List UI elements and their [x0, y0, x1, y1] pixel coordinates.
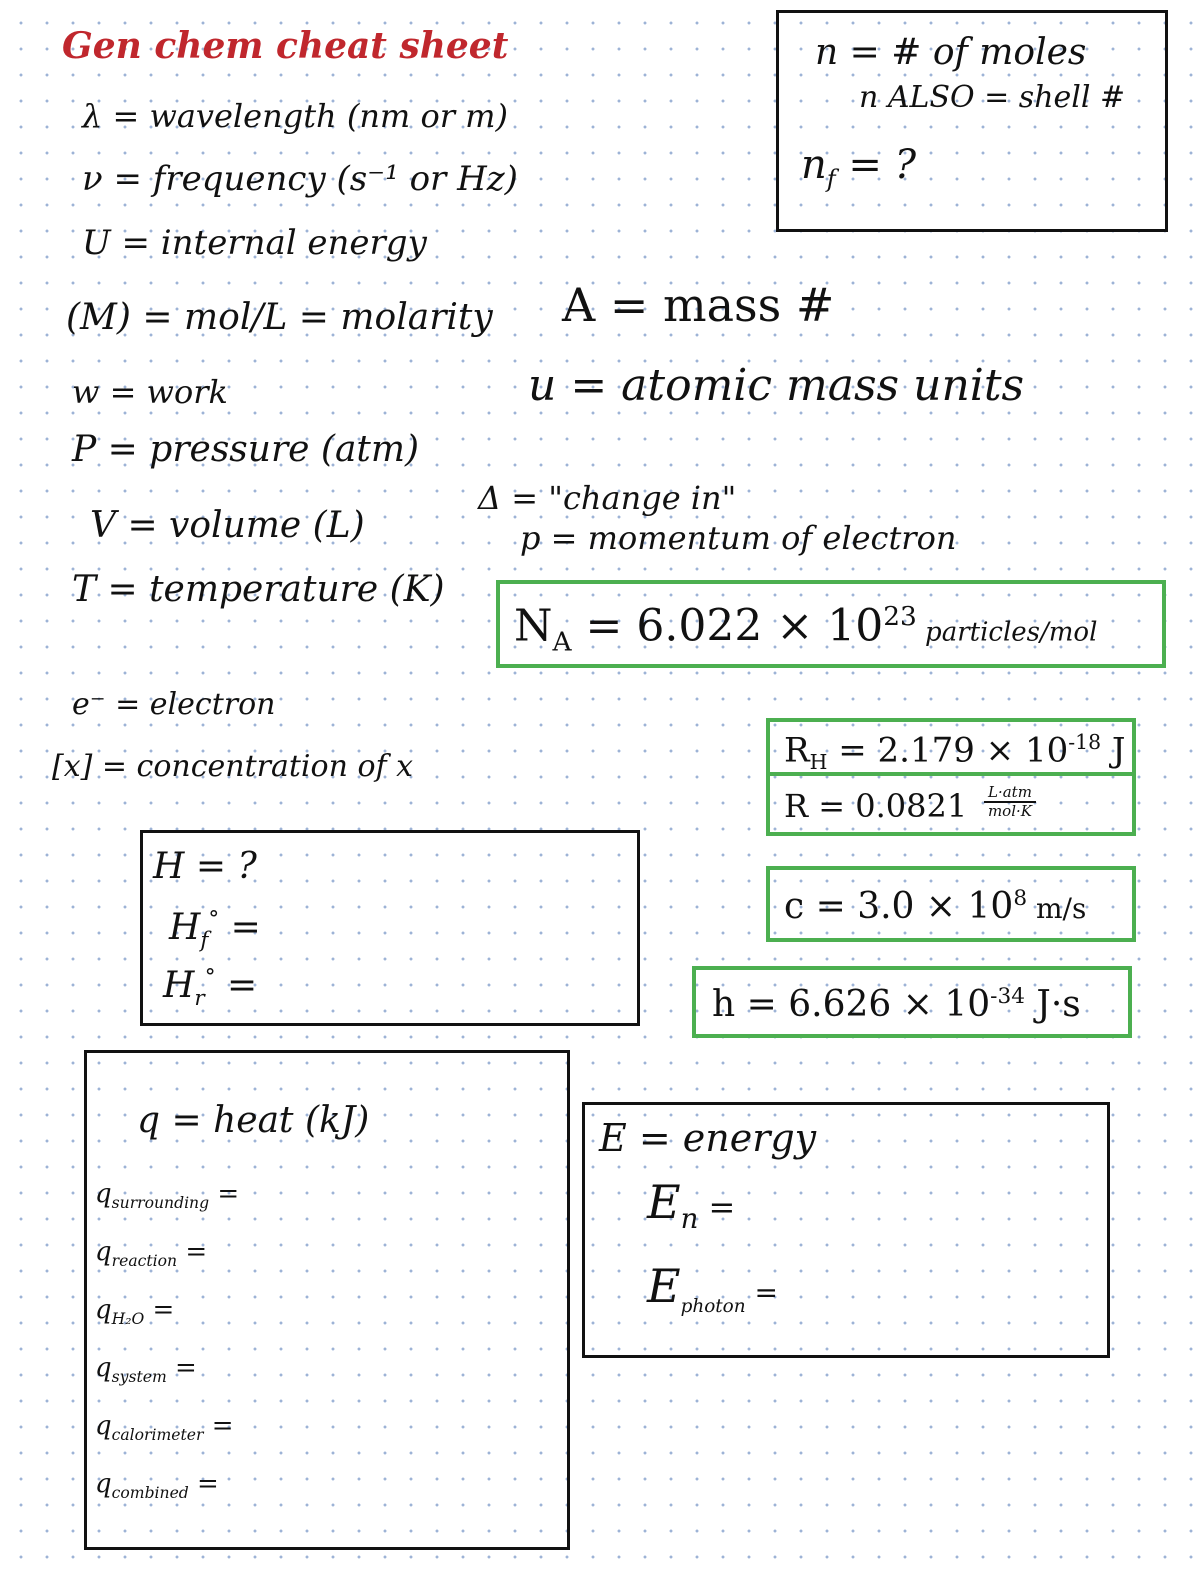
avogadro-formula [514, 600, 1098, 658]
rydberg-box [766, 718, 1136, 776]
hf-base: H [169, 907, 201, 948]
heat-row-rest: = [209, 1179, 240, 1209]
gas-constant-numerator: L·atm [984, 784, 1036, 803]
heat-row-base: q [95, 1179, 112, 1209]
heat-row [95, 1413, 234, 1444]
def-concentration: [x] = concentration of x [52, 749, 414, 784]
hr-rest: = [215, 965, 258, 1006]
energy-title: E = energy [599, 1116, 817, 1160]
hr-line [163, 967, 257, 1010]
rydberg-exp: -18 [1068, 730, 1102, 754]
def-mass-number: A = mass # [562, 278, 835, 332]
heat-row-base: q [95, 1353, 112, 1383]
en-base: E [647, 1175, 681, 1229]
planck-unit: J·s [1024, 984, 1081, 1025]
heat-row-rest: = [188, 1469, 219, 1499]
rydberg-sub: H [809, 750, 828, 775]
heat-title: q = heat (kJ) [137, 1100, 370, 1141]
speed-of-light-box [766, 866, 1136, 942]
enthalpy-line: H = ? [153, 846, 257, 887]
rydberg-value: = 2.179 × 10 [827, 730, 1069, 771]
heat-row-sub: calorimeter [111, 1426, 204, 1445]
heat-row-rest: = [203, 1411, 234, 1441]
def-atomic-mass-units: u = atomic mass units [528, 360, 1025, 411]
avogadro-exp: 23 [883, 601, 917, 632]
heat-row-sub: combined [111, 1484, 189, 1503]
speed-of-light-value: c = 3.0 × 10 [784, 886, 1014, 927]
heat-row-rest: = [177, 1237, 208, 1267]
hf-sup: ° [208, 907, 220, 932]
rydberg-symbol: R [784, 730, 810, 771]
heat-row [95, 1181, 239, 1212]
heat-row-base: q [95, 1237, 112, 1267]
heat-row-sub: system [111, 1368, 167, 1387]
heat-box [84, 1050, 570, 1550]
ephoton-sub: photon [680, 1296, 746, 1318]
speed-of-light-unit: m/s [1027, 892, 1087, 925]
heat-row-rest: = [166, 1353, 197, 1383]
heat-row-sub: reaction [111, 1252, 178, 1271]
heat-row [95, 1297, 174, 1328]
speed-of-light-formula [784, 888, 1086, 925]
shell-line: n ALSO = shell # [859, 80, 1126, 115]
gas-constant-denominator: mol·K [987, 802, 1032, 821]
hf-rest: = [219, 907, 261, 948]
def-work: w = work [72, 373, 228, 411]
nf-base: n [801, 142, 827, 188]
rydberg-unit: J [1101, 730, 1126, 771]
page-title: Gen chem cheat sheet [62, 25, 509, 67]
def-momentum: p = momentum of electron [520, 519, 957, 557]
speed-of-light-exp: 8 [1013, 886, 1028, 911]
hr-base: H [163, 965, 195, 1006]
def-delta: Δ = "change in" [478, 479, 737, 517]
planck-value: h = 6.626 × 10 [712, 984, 991, 1025]
avogadro-sub: A [552, 626, 572, 658]
ephoton-rest: = [745, 1276, 778, 1309]
avogadro-value: = 6.022 × 10 [571, 600, 884, 652]
def-temperature: T = temperature (K) [72, 569, 445, 610]
nf-rest: = ? [835, 142, 917, 188]
def-electron: e⁻ = electron [72, 687, 276, 722]
en-line [647, 1175, 736, 1236]
rydberg-formula [784, 732, 1126, 773]
enthalpy-box [140, 830, 640, 1026]
heat-row [95, 1355, 197, 1386]
def-frequency: ν = frequency (s⁻¹ or Hz) [82, 159, 518, 199]
heat-row-base: q [95, 1295, 112, 1325]
en-sub: n [680, 1202, 699, 1236]
hr-sub: r [194, 986, 205, 1012]
heat-row [95, 1239, 207, 1270]
heat-row [95, 1471, 219, 1502]
avogadro-box [496, 580, 1166, 668]
def-wavelength: λ = wavelength (nm or m) [82, 97, 508, 135]
planck-formula [712, 986, 1081, 1023]
planck-box [692, 966, 1132, 1038]
ephoton-line [647, 1259, 778, 1318]
heat-row-sub: surrounding [111, 1194, 210, 1213]
def-volume: V = volume (L) [90, 505, 365, 546]
heat-row-sub: H₂O [111, 1310, 145, 1329]
ephoton-base: E [647, 1259, 681, 1313]
moles-box [776, 10, 1168, 232]
hf-sub: f [200, 928, 209, 954]
nf-line [801, 142, 917, 193]
moles-line: n = # of moles [815, 32, 1087, 73]
gas-constant-fraction [984, 784, 1036, 821]
gas-constant-text: R = 0.0821 [784, 787, 968, 825]
nf-sub: f [826, 165, 836, 193]
heat-row-base: q [95, 1469, 112, 1499]
heat-row-rest: = [144, 1295, 175, 1325]
hr-sup: ° [204, 965, 216, 990]
energy-box [582, 1102, 1110, 1358]
avogadro-symbol: N [514, 600, 553, 652]
heat-row-base: q [95, 1411, 112, 1441]
def-internal-energy: U = internal energy [82, 223, 427, 263]
avogadro-unit: particles/mol [916, 617, 1098, 648]
def-molarity: (M) = mol/L = molarity [66, 297, 493, 338]
gas-constant-box [766, 772, 1136, 836]
def-pressure: P = pressure (atm) [72, 429, 420, 470]
planck-exp: -34 [990, 984, 1025, 1009]
hf-line [169, 909, 261, 952]
en-rest: = [698, 1188, 736, 1226]
